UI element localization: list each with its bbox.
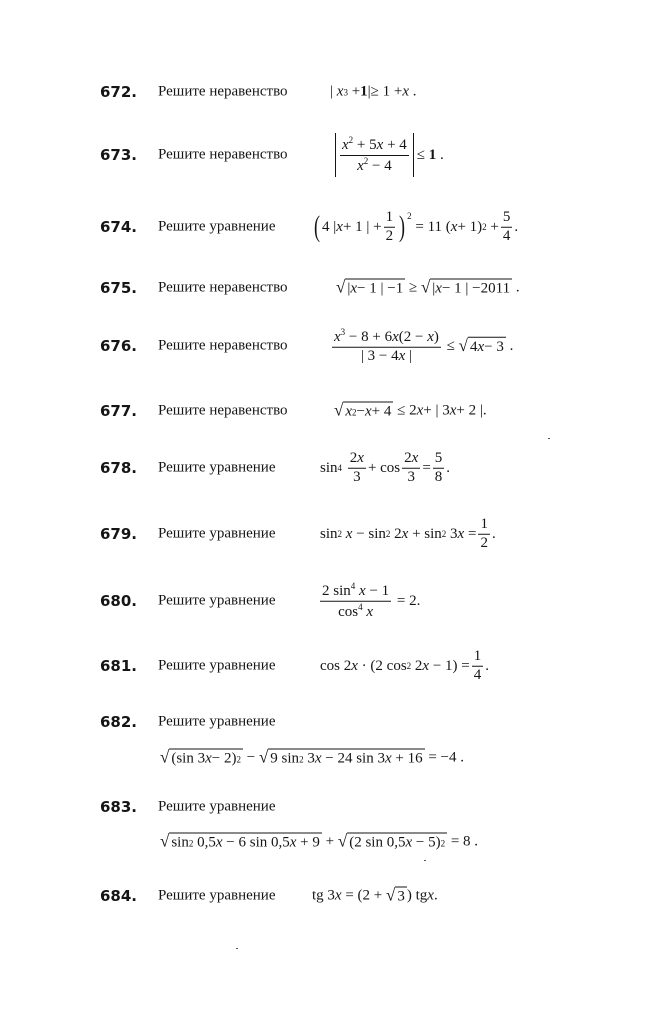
formula-675: √ | x − 1 | −1 ≥ √ | x − 1 | −2011 . [336, 277, 520, 297]
formula-677: √ x 2 − x + 4 ≤ 2 x + | 3 x + 2 |. [334, 400, 487, 420]
scan-speck [548, 438, 550, 439]
problem-number: 675. [100, 279, 138, 297]
problem-statement: Решите уравнение [158, 459, 276, 476]
problem-statement: Решите уравнение [158, 657, 276, 674]
formula-674: ( 4 | x + 1 | + $\frac{1}{2}$ ) $^2$ = 11 ( x + 1) 2 + $\frac{5}{4}$ . [314, 208, 519, 244]
problem-statement: Решите уравнение [158, 592, 276, 609]
problem-statement: Решите неравенство [158, 279, 288, 296]
formula-681: cos 2 x · (2 cos 2 2 x − 1) = $\frac{1}{4}$ . [320, 647, 490, 683]
problem-number: 678. [100, 459, 138, 477]
formula-683: √ sin 2 0,5 x − 6 sin 0,5 x + 9 + √ (2 sin 0,5 x − 5) 2 = 8 . [160, 831, 479, 851]
problem-statement: Решите неравенство [158, 146, 288, 163]
problem-number: 674. [100, 218, 138, 236]
scan-speck [424, 860, 426, 861]
problem-number: 676. [100, 337, 138, 355]
formula-679: sin 2 x − sin 2 2 x + sin 2 3 x = $\frac{1}{2}$ . [320, 515, 496, 551]
problem-statement: Решите уравнение [158, 525, 276, 542]
problem-statement: Решите уравнение [158, 713, 276, 730]
problem-number: 684. [100, 887, 138, 905]
problem-number: 673. [100, 146, 138, 164]
problem-number: 679. [100, 525, 138, 543]
formula-682: √ (sin 3 x − 2) 2 − √ 9 sin 2 3 x − 24 sin 3 x + 16 = −4 . [160, 747, 465, 767]
problem-statement: Решите уравнение [158, 798, 276, 815]
problem-number: 677. [100, 402, 138, 420]
problem-number: 682. [100, 713, 138, 731]
problem-statement: Решите неравенство [158, 83, 288, 100]
problem-number: 683. [100, 798, 138, 816]
problem-number: 681. [100, 657, 138, 675]
formula-676: $\frac{x^3 - 8 + 6x(2 - x)}{| 3 - 4x |}$ ≤ √ 4 x − 3 . [334, 326, 514, 364]
problem-statement: Решите неравенство [158, 337, 288, 354]
problem-statement: Решите неравенство [158, 402, 288, 419]
formula-678: sin 4 $\frac{2x}{3}$ + cos $\frac{2x}{3}$ = $\frac{5}{8}$ . [320, 449, 451, 485]
formula-684: tg 3 x = (2 + √ 3 ) tg x . [312, 885, 438, 905]
formula-680: $\frac{2 \sin^4 x - 1}{\cos^4 x}$ = 2. [322, 580, 421, 620]
formula-672: | x 3 + 1 |≥ 1 + x . [330, 83, 417, 100]
problem-statement: Решите уравнение [158, 887, 276, 904]
problem-number: 672. [100, 83, 138, 101]
problem-statement: Решите уравнение [158, 218, 276, 235]
scan-speck [236, 948, 238, 949]
problem-number: 680. [100, 592, 138, 610]
formula-673: $\frac{x^2 + 5x + 4}{x^2 - 4}$ ≤ 1 . [332, 133, 444, 177]
